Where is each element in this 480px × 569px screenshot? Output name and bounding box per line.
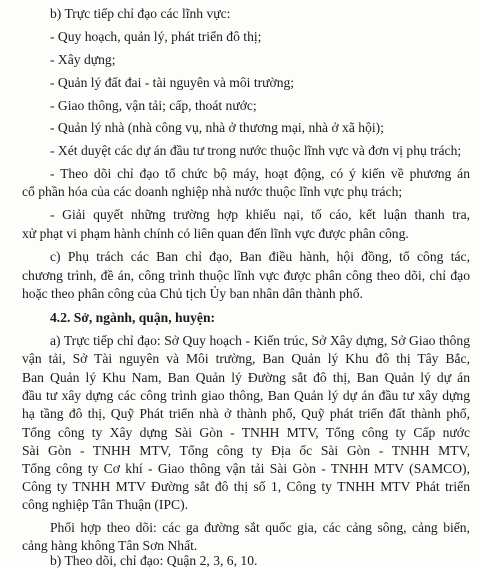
section-a-paragraph: Sài Gòn - TNHH MTV, Tổng công ty Địa ốc Sài Gòn - TNHH MTV, [22, 443, 470, 458]
list-item: - Quản lý đất đai - tài nguyên và môi trường; [50, 75, 295, 90]
list-item: - Quản lý nhà (nhà công vụ, nhà ở thương mại, nhà ở xã hội); [50, 120, 384, 135]
section-b-monitoring: b) Theo dõi, chỉ đạo: Quận 2, 3, 6, 10. [50, 553, 258, 568]
list-item: - Quy hoạch, quản lý, phát triển đô thị; [50, 29, 262, 44]
list-item-continuation: cổ phần hóa của các doanh nghiệp nhà nước thuộc lĩnh vực phụ trách; [22, 184, 403, 199]
section-4-2-heading: 4.2. Sở, ngành, quận, huyện: [50, 310, 216, 325]
section-a-paragraph: a) Trực tiếp chỉ đạo: Sở Quy hoạch - Kiến trúc, Sở Xây dựng, Sở Giao thông [50, 333, 470, 348]
coordination-paragraph: Phối hợp theo dõi: các ga đường sắt quốc gia, các cảng sông, cảng biển, [50, 520, 470, 535]
list-item: - Giải quyết những trường hợp khiếu nại, tố cáo, kết luận thanh tra, [50, 207, 470, 222]
coordination-paragraph: cảng hàng không Tân Sơn Nhất. [22, 538, 198, 553]
section-a-paragraph: Công ty TNHH MTV Đường sắt đô thị số 1, Công ty TNHH MTV Phát triển [22, 479, 470, 494]
section-a-paragraph: Tổng công ty Xây dựng Sài Gòn - TNHH MTV, Tổng công ty Cấp nước [22, 425, 470, 440]
list-item: - Xét duyệt các dự án đầu tư trong nước thuộc lĩnh vực và đơn vị phụ trách; [50, 143, 462, 158]
section-c-paragraph: chương trình, đề án, công trình thuộc lĩnh vực được phân công theo dõi, chỉ đạo [22, 268, 470, 283]
section-c-paragraph: hoặc theo phân công của Chủ tịch Ủy ban nhân dân thành phố. [22, 286, 363, 301]
section-a-paragraph: công nghiệp Tân Thuận (IPC). [22, 497, 188, 512]
section-a-paragraph: vận tải, Sở Tài nguyên và Môi trường, Ban Quản lý Khu đô thị Tây Bắc, [22, 351, 470, 366]
list-item: - Xây dựng; [50, 52, 116, 67]
section-b-heading: b) Trực tiếp chỉ đạo các lĩnh vực: [50, 6, 231, 21]
section-a-paragraph: đầu tư xây dựng các công trình giao thông, Ban Quản lý dự án đầu tư xây dựng [22, 388, 470, 403]
section-a-paragraph: hạ tầng đô thị, Quỹ Phát triển nhà ở thành phố, Quỹ phát triển đất thành phố, [22, 406, 470, 421]
list-item: - Theo dõi chỉ đạo tổ chức bộ máy, hoạt động, có ý kiến về phương án [50, 166, 470, 181]
section-a-paragraph: Ban Quản lý Khu Nam, Ban Quản lý Đường sắt đô thị, Ban Quản lý dự án [22, 370, 470, 385]
list-item-continuation: xử phạt vi phạm hành chính có liên quan đến lĩnh vực được phân công. [22, 226, 409, 241]
list-item: - Giao thông, vận tải; cấp, thoát nước; [50, 98, 257, 113]
section-c-paragraph: c) Phụ trách các Ban chỉ đạo, Ban điều hành, hội đồng, tổ công tác, [50, 249, 470, 264]
section-a-paragraph: Tổng công ty Cơ khí - Giao thông vận tải Sài Gòn - TNHH MTV (SAMCO), [22, 461, 470, 476]
